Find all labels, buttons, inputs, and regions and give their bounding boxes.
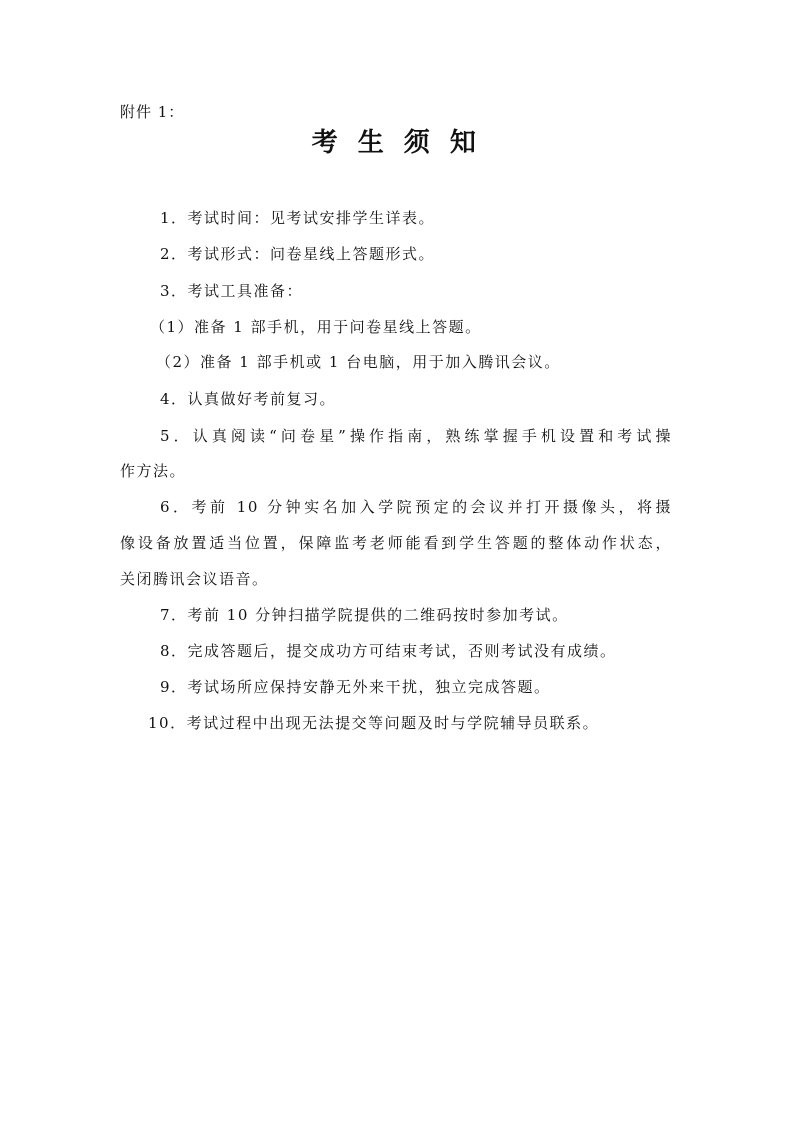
item-3: 3．考试工具准备： [160,282,304,300]
item-6-line-2: 像设备放置适当位置，保障监考老师能看到学生答题的整体动作状态， [120,534,672,552]
item-5-line-1: 5．认真阅读“问卷星”操作指南，熟练掌握手机设置和考试操 [160,427,672,445]
item-4: 4．认真做好考前复习。 [160,390,337,408]
item-6-line-3: 关闭腾讯会议语音。 [120,570,269,588]
page-title: 考 生 须 知 [311,128,482,158]
item-8: 8．完成答题后，提交成功方可结束考试，否则考试没有成绩。 [160,642,617,660]
item-3-subitem-1: （1）准备 1 部手机，用于问卷星线上答题。 [150,318,482,336]
item-10: 10．考试过程中出现无法提交等问题及时与学院辅导员联系。 [148,714,600,732]
item-1: 1．考试时间：见考试安排学生详表。 [160,209,436,227]
item-6-line-1: 6．考前 10 分钟实名加入学院预定的会议并打开摄像头，将摄 [160,498,672,516]
item-3-subitem-2: （2）准备 1 部手机或 1 台电脑，用于加入腾讯会议。 [156,353,561,371]
item-2: 2．考试形式：问卷星线上答题形式。 [160,245,436,263]
item-9: 9．考试场所应保持安静无外来干扰，独立完成答题。 [160,678,551,696]
item-5-line-2: 作方法。 [120,462,187,480]
attachment-label: 附件 1： [120,103,185,121]
item-7: 7．考前 10 分钟扫描学院提供的二维码按时参加考试。 [160,606,569,624]
